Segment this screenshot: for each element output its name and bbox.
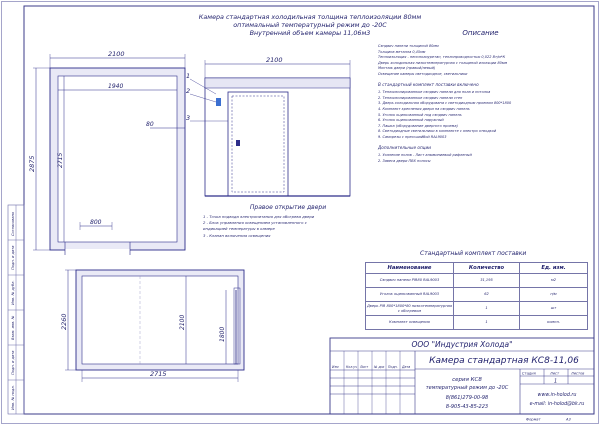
website: www.in-holod.ru xyxy=(537,393,577,398)
table-cell: компл. xyxy=(520,316,588,330)
row-label: Лист xyxy=(360,365,369,369)
kit-line: 1. Теплоизолированные сэндвич панели для пола и потолка xyxy=(378,90,491,95)
description-line: Толщина металла 0,45мм xyxy=(378,49,426,54)
table-row xyxy=(366,316,588,330)
legend-title: Правое открытие двери xyxy=(249,204,327,211)
table-header-cell: Наименование xyxy=(366,263,454,274)
dim-bottom-length: 2715 xyxy=(150,370,167,378)
row-label: Подп. xyxy=(388,365,398,369)
extra-options-title: Дополнительные опции xyxy=(378,144,431,150)
product-name: Камера стандартная КС8-11,06 xyxy=(429,356,579,366)
callout-2: 2 xyxy=(186,87,191,95)
table-cell: Дверь PIR 800*1800*80 низкотемпературная с обогревом xyxy=(366,302,454,316)
dim-bottom-height: 2260 xyxy=(60,313,68,330)
kit-table xyxy=(365,262,588,330)
dim-plan-inner-width: 1940 xyxy=(108,83,124,90)
table-row xyxy=(366,302,588,316)
series-line-2: температурный режим до -20С xyxy=(425,385,509,391)
kit-line: 2. Теплоизолированные сэндвич панели стен xyxy=(378,95,463,100)
description-line: Теплоизоляция - пенополиуретан, теплопроводностью 0,022 Вт/м*К xyxy=(378,55,506,60)
kit-line: 4. Комплект крепления двери на сэндвич панель xyxy=(378,106,470,111)
control-block-icon xyxy=(216,98,221,106)
sheet-number: 1 xyxy=(554,378,558,385)
table-row xyxy=(366,288,588,302)
table-cell: 1 xyxy=(454,302,520,316)
description-line: Сэндвич панели толщиной 80мм xyxy=(378,44,439,48)
description-line: Монтаж двери (правый/левый) xyxy=(378,66,436,71)
table-cell: 31,195 xyxy=(454,274,520,288)
dim-plan-inner-depth: 2715 xyxy=(57,152,64,168)
table-cell: Комплект освещения xyxy=(366,316,454,330)
table-header-cell: Ед. изм. xyxy=(520,263,588,274)
table-cell: Уголок оцинкованный RAL9003 xyxy=(366,288,454,302)
side-stamp-label: Инв. № дубл. xyxy=(11,280,15,305)
kit-line: 5. Уголок оцинкованный под сэндвич панель xyxy=(378,112,462,117)
legend-item: 3 - Клапан включения освещения xyxy=(203,232,271,238)
side-stamp-label: Подп. и дата xyxy=(11,350,15,375)
plan-view xyxy=(28,50,185,255)
row-label: Изм xyxy=(332,365,339,369)
description-line: Дверь холодильная низкотемпературная с толщиной изоляции 80мм xyxy=(378,60,508,65)
phone-1: 8(861)279-00-98 xyxy=(445,395,489,401)
side-stamp xyxy=(8,205,24,414)
kit-line: 8. Светодиодные светильники в комплекте с электро отводкой xyxy=(378,129,497,134)
description-line: Освещение камеры светодиодное, светильники xyxy=(378,71,468,76)
row-label: № док xyxy=(374,365,385,369)
dim-plan-outer-depth: 2875 xyxy=(28,155,36,172)
col-sheets: Листов xyxy=(571,371,585,376)
legend-item: 1 - Точка подвода электропитания для обогрева двери xyxy=(203,214,315,219)
door-legend xyxy=(203,205,373,239)
callout-3: 3 xyxy=(186,114,191,122)
dim-plan-outer-width: 2100 xyxy=(108,50,125,58)
series-line-1: серия КС8 xyxy=(452,377,482,383)
kit-line: 7. Пашка (оборудование дверного проема) xyxy=(378,123,458,128)
table-cell: 62 xyxy=(454,288,520,302)
table-header-row xyxy=(366,263,588,274)
col-sheet: Лист xyxy=(550,371,560,376)
header-line-2: оптимальный температурный режим до -20С xyxy=(233,21,387,29)
callout-1: 1 xyxy=(186,72,191,80)
kit-table-title: Стандартный комплект поставки xyxy=(420,250,527,257)
legend-item: 2 - Блок управления освещением установленного с xyxy=(203,220,307,226)
extra-line: 2. Завеса двери ПВХ полосы xyxy=(378,158,431,163)
company-name: ООО "Индустрия Холода" xyxy=(411,340,513,349)
title-block-text xyxy=(332,340,584,422)
header-line-1: Камера стандартная холодильная толщина теплоизоляции 80мм xyxy=(198,13,422,21)
description-block xyxy=(378,30,583,164)
table-row xyxy=(366,274,588,288)
section-view xyxy=(60,270,244,382)
format-value: А3 xyxy=(566,417,571,422)
front-elevation xyxy=(186,56,350,196)
side-stamp-label: Согласовано xyxy=(11,211,15,236)
dim-side-width: 2100 xyxy=(266,56,283,64)
legend-item: индикацией температуры в камере xyxy=(203,226,275,232)
description-title: Описание xyxy=(462,29,499,37)
row-label: Кол.уч xyxy=(346,365,358,369)
email: e-mail: in-holod@bk.ru xyxy=(529,402,585,407)
side-stamp-label: Взам. инв. № xyxy=(11,315,15,340)
table-header-cell: Количество xyxy=(454,263,520,274)
kit-line: 6. Уголок оцинкованный наружный xyxy=(378,118,444,123)
extra-line: 1. Усиление полов - Лист алюминиевый рифленый xyxy=(378,153,472,158)
dim-plan-wall: 80 xyxy=(146,121,154,128)
dim-bottom-inner-height: 2100 xyxy=(179,314,186,330)
table-cell: п/м xyxy=(520,288,588,302)
table-cell: м2 xyxy=(520,274,588,288)
phone-2: 8-905-43-85-223 xyxy=(445,404,489,410)
kit-line: 9. Саморезы с прессшайбой RAL9003 xyxy=(378,134,447,139)
door-handle-icon xyxy=(236,140,240,146)
col-stage: Стадия xyxy=(522,371,536,376)
table-cell: 1 xyxy=(454,316,520,330)
format-label: Формат xyxy=(526,417,541,422)
dim-plan-door: 800 xyxy=(90,219,102,226)
row-label: Дата xyxy=(402,365,411,369)
table-cell: шт xyxy=(520,302,588,316)
header-line-3: Внутренний объем камеры 11,06м3 xyxy=(249,29,371,37)
side-stamp-label: Подп. и дата xyxy=(11,245,15,270)
dim-bottom-door-height: 1800 xyxy=(219,326,226,342)
table-cell: Сэндвич панели PIR80 RAL9003 xyxy=(366,274,454,288)
kit-included-title: В стандартный комплект поставки включено xyxy=(378,81,479,87)
kit-line: 3. Дверь холодильная оборудована с светодиодным проемом 800*1800 xyxy=(378,101,512,106)
side-stamp-label: Инв. № подл. xyxy=(11,385,15,410)
